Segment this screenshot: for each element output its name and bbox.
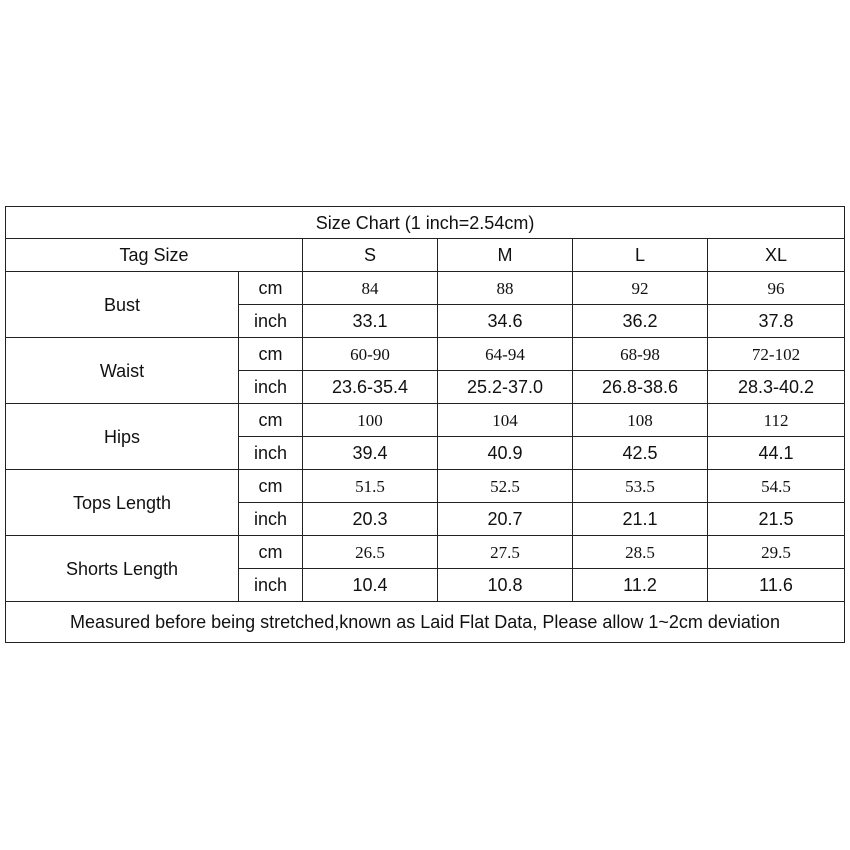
row-label-bust: Bust bbox=[6, 272, 239, 338]
title-row bbox=[6, 207, 845, 239]
table-cell: 92 bbox=[573, 272, 708, 305]
table-cell: 26.5 bbox=[303, 536, 438, 569]
table-cell: 11.6 bbox=[708, 569, 845, 602]
unit-cm: cm bbox=[239, 404, 303, 437]
unit-inch: inch bbox=[239, 305, 303, 338]
unit-cm: cm bbox=[239, 272, 303, 305]
table-cell: 27.5 bbox=[438, 536, 573, 569]
table-cell: 42.5 bbox=[573, 437, 708, 470]
size-header-s: S bbox=[303, 239, 438, 272]
measurement-note: Measured before being stretched,known as Laid Flat Data, Please allow 1~2cm deviation bbox=[6, 602, 845, 643]
table-row bbox=[6, 272, 845, 305]
table-cell: 53.5 bbox=[573, 470, 708, 503]
size-chart-table bbox=[5, 206, 845, 643]
row-label-tops-length: Tops Length bbox=[6, 470, 239, 536]
table-cell: 68-98 bbox=[573, 338, 708, 371]
table-cell: 20.3 bbox=[303, 503, 438, 536]
unit-cm: cm bbox=[239, 470, 303, 503]
table-cell: 112 bbox=[708, 404, 845, 437]
table-cell: 28.3-40.2 bbox=[708, 371, 845, 404]
header-row bbox=[6, 239, 845, 272]
table-cell: 11.2 bbox=[573, 569, 708, 602]
table-cell: 36.2 bbox=[573, 305, 708, 338]
table-cell: 10.4 bbox=[303, 569, 438, 602]
table-cell: 25.2-37.0 bbox=[438, 371, 573, 404]
table-cell: 21.5 bbox=[708, 503, 845, 536]
table-cell: 37.8 bbox=[708, 305, 845, 338]
table-cell: 44.1 bbox=[708, 437, 845, 470]
table-cell: 100 bbox=[303, 404, 438, 437]
row-label-waist: Waist bbox=[6, 338, 239, 404]
table-row bbox=[6, 536, 845, 569]
unit-inch: inch bbox=[239, 503, 303, 536]
table-row bbox=[6, 404, 845, 437]
table-cell: 33.1 bbox=[303, 305, 438, 338]
size-header-m: M bbox=[438, 239, 573, 272]
table-title: Size Chart (1 inch=2.54cm) bbox=[6, 207, 845, 239]
table-cell: 88 bbox=[438, 272, 573, 305]
row-label-shorts-length: Shorts Length bbox=[6, 536, 239, 602]
unit-inch: inch bbox=[239, 569, 303, 602]
unit-inch: inch bbox=[239, 437, 303, 470]
table-cell: 108 bbox=[573, 404, 708, 437]
table-cell: 104 bbox=[438, 404, 573, 437]
size-header-xl: XL bbox=[708, 239, 845, 272]
table-cell: 29.5 bbox=[708, 536, 845, 569]
table-cell: 10.8 bbox=[438, 569, 573, 602]
table-row bbox=[6, 338, 845, 371]
table-cell: 54.5 bbox=[708, 470, 845, 503]
table-cell: 23.6-35.4 bbox=[303, 371, 438, 404]
table-row bbox=[6, 470, 845, 503]
table-cell: 72-102 bbox=[708, 338, 845, 371]
unit-inch: inch bbox=[239, 371, 303, 404]
table-cell: 84 bbox=[303, 272, 438, 305]
table-cell: 26.8-38.6 bbox=[573, 371, 708, 404]
row-label-hips: Hips bbox=[6, 404, 239, 470]
tag-size-header: Tag Size bbox=[6, 239, 303, 272]
table-cell: 20.7 bbox=[438, 503, 573, 536]
table-cell: 21.1 bbox=[573, 503, 708, 536]
table-cell: 64-94 bbox=[438, 338, 573, 371]
table-cell: 28.5 bbox=[573, 536, 708, 569]
table-cell: 39.4 bbox=[303, 437, 438, 470]
table-cell: 51.5 bbox=[303, 470, 438, 503]
table-cell: 40.9 bbox=[438, 437, 573, 470]
table-cell: 60-90 bbox=[303, 338, 438, 371]
size-chart-body bbox=[6, 207, 845, 643]
unit-cm: cm bbox=[239, 536, 303, 569]
size-header-l: L bbox=[573, 239, 708, 272]
table-cell: 52.5 bbox=[438, 470, 573, 503]
table-cell: 34.6 bbox=[438, 305, 573, 338]
note-row bbox=[6, 602, 845, 643]
table-cell: 96 bbox=[708, 272, 845, 305]
unit-cm: cm bbox=[239, 338, 303, 371]
